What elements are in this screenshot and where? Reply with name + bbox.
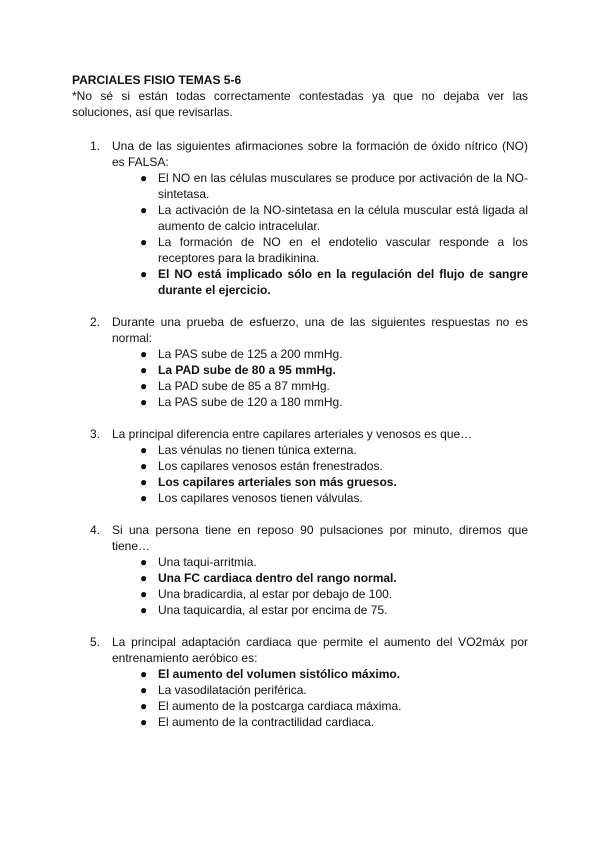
question-number: 3. — [90, 427, 101, 441]
question-text: Una de las siguientes afirmaciones sobre la formación de óxido nítrico (NO) es FALSA: — [112, 139, 528, 169]
answer-option-text: La PAD sube de 85 a 87 mmHg. — [158, 379, 330, 393]
answer-option-text: Una taqui-arritmia. — [158, 555, 257, 569]
bullet-icon: ● — [140, 363, 148, 377]
document-note: *No sé si están todas correctamente contestadas ya que no dejaba ver las soluciones, así que revisarlas. — [72, 89, 528, 119]
answer-option-correct — [140, 474, 528, 490]
question-body — [112, 138, 528, 298]
question-body — [112, 426, 528, 506]
bullet-icon: ● — [140, 667, 148, 681]
answer-option — [140, 234, 528, 266]
answer-option-text: Los capilares venosos tienen válvulas. — [158, 491, 363, 505]
document-page — [72, 72, 528, 746]
answer-option-text: Las vénulas no tienen túnica externa. — [158, 443, 357, 457]
answer-option-text: La PAS sube de 125 a 200 mmHg. — [158, 347, 343, 361]
answer-option-text: La PAD sube de 80 a 95 mmHg. — [158, 363, 336, 377]
answer-option-correct — [140, 570, 528, 586]
question-number: 5. — [90, 635, 101, 649]
answer-option-correct — [140, 362, 528, 378]
answer-option — [140, 714, 528, 730]
question-body — [112, 634, 528, 730]
answer-option-text: El aumento del volumen sistólico máximo. — [158, 667, 401, 681]
bullet-icon: ● — [140, 203, 148, 217]
bullet-icon: ● — [140, 603, 148, 617]
answer-option — [140, 586, 528, 602]
answer-option-text: Los capilares arteriales son más gruesos. — [158, 475, 397, 489]
question-number: 2. — [90, 315, 101, 329]
bullet-icon: ● — [140, 683, 148, 697]
question-body — [112, 314, 528, 410]
answer-option — [140, 346, 528, 362]
question-item — [72, 522, 528, 618]
bullet-icon: ● — [140, 491, 148, 505]
answer-option-text: El aumento de la contractilidad cardiaca. — [158, 715, 375, 729]
bullet-icon: ● — [140, 587, 148, 601]
answer-option-text: La PAS sube de 120 a 180 mmHg. — [158, 395, 343, 409]
answer-option — [140, 554, 528, 570]
question-item — [72, 426, 528, 506]
question-number: 4. — [90, 523, 101, 537]
answer-option — [140, 394, 528, 410]
bullet-icon: ● — [140, 571, 148, 585]
answer-option — [140, 378, 528, 394]
bullet-icon: ● — [140, 459, 148, 473]
question-text: La principal diferencia entre capilares arteriales y venosos es que… — [112, 427, 473, 441]
answer-option — [140, 490, 528, 506]
answer-option-text: El aumento de la postcarga cardiaca máxima. — [158, 699, 402, 713]
question-text: Si una persona tiene en reposo 90 pulsaciones por minuto, diremos que tiene… — [112, 523, 528, 553]
answer-option — [140, 602, 528, 618]
answer-option — [140, 442, 528, 458]
bullet-icon: ● — [140, 715, 148, 729]
bullet-icon: ● — [140, 699, 148, 713]
answer-option — [140, 202, 528, 234]
bullet-icon: ● — [140, 267, 148, 281]
answer-option — [140, 698, 528, 714]
answer-option-text: Una FC cardiaca dentro del rango normal. — [158, 571, 397, 585]
document-title: PARCIALES FISIO TEMAS 5-6 — [72, 73, 242, 87]
bullet-icon: ● — [140, 171, 148, 185]
answer-option-text: La activación de la NO-sintetasa en la célula muscular está ligada al aumento de calcio intracelular. — [158, 203, 528, 233]
answer-option — [140, 170, 528, 202]
answer-option-text: Los capilares venosos están frenestrados. — [158, 459, 383, 473]
bullet-icon: ● — [140, 555, 148, 569]
answer-option — [140, 682, 528, 698]
bullet-icon: ● — [140, 347, 148, 361]
question-list — [72, 138, 528, 730]
answer-option-text: La vasodilatación periférica. — [158, 683, 307, 697]
answer-option-text: El NO está implicado sólo en la regulación del flujo de sangre durante el ejercicio. — [158, 267, 528, 297]
question-number: 1. — [90, 139, 101, 153]
answer-option-text: Una taquicardia, al estar por encima de 75. — [158, 603, 388, 617]
question-text: Durante una prueba de esfuerzo, una de las siguientes respuestas no es normal: — [112, 315, 528, 345]
bullet-icon: ● — [140, 443, 148, 457]
answer-options — [112, 442, 528, 506]
question-item — [72, 314, 528, 410]
answer-option-text: Una bradicardia, al estar por debajo de 100. — [158, 587, 393, 601]
bullet-icon: ● — [140, 475, 148, 489]
question-body — [112, 522, 528, 618]
answer-options — [112, 170, 528, 298]
answer-option-correct — [140, 666, 528, 682]
question-text: La principal adaptación cardiaca que permite el aumento del VO2máx por entrenamiento aeróbico es: — [112, 635, 528, 665]
question-item — [72, 634, 528, 730]
bullet-icon: ● — [140, 235, 148, 249]
answer-options — [112, 346, 528, 410]
answer-option-text: El NO en las células musculares se produce por activación de la NO-sintetasa. — [158, 171, 528, 201]
answer-option-text: La formación de NO en el endotelio vascular responde a los receptores para la bradikinina. — [158, 235, 528, 265]
bullet-icon: ● — [140, 395, 148, 409]
bullet-icon: ● — [140, 379, 148, 393]
answer-options — [112, 554, 528, 618]
answer-options — [112, 666, 528, 730]
answer-option — [140, 458, 528, 474]
question-item — [72, 138, 528, 298]
answer-option-correct — [140, 266, 528, 298]
